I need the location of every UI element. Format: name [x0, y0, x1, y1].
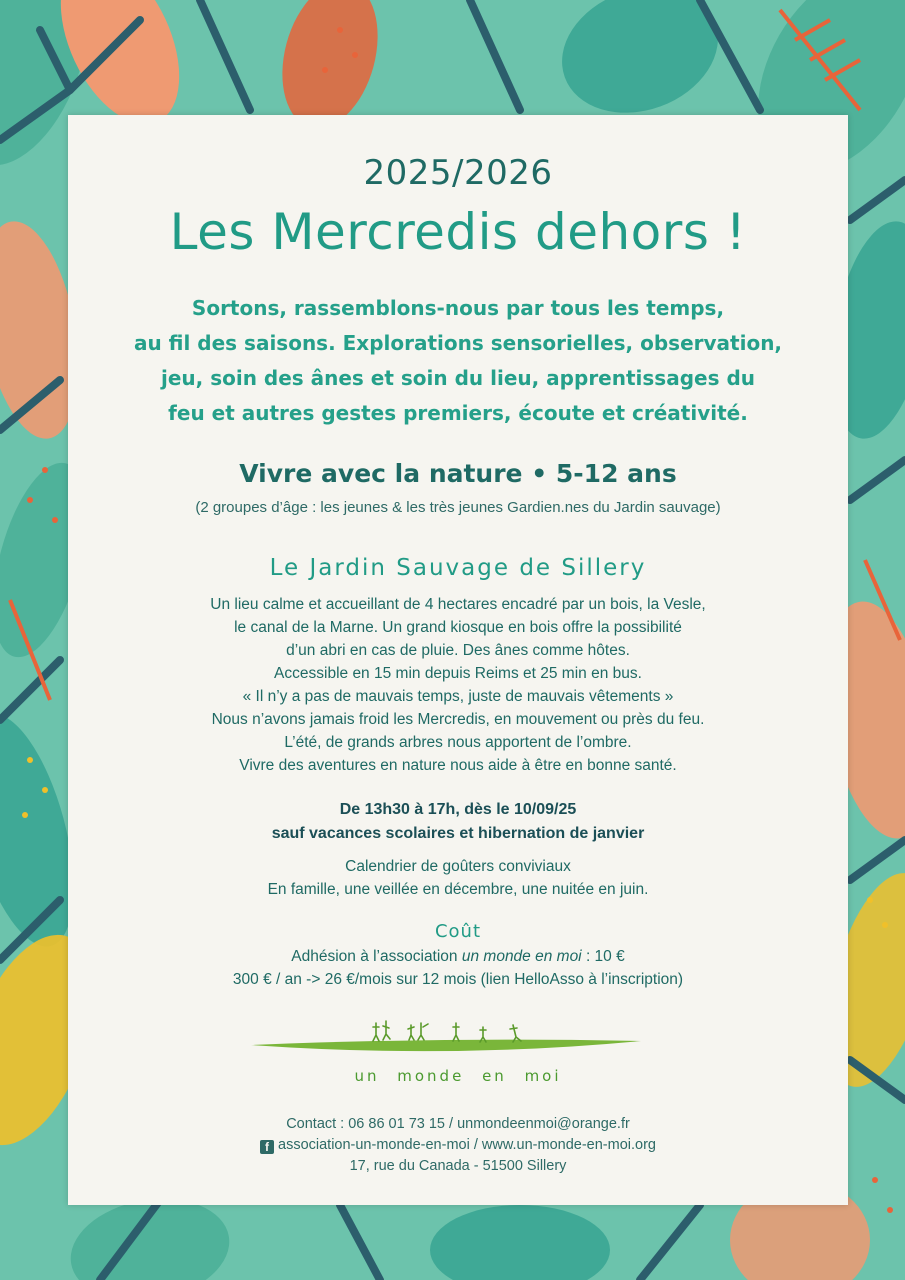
schedule-hours	[108, 798, 808, 846]
description-line: d’un abri en cas de pluie. Des ânes comme hôtes.	[286, 642, 630, 659]
membership-line	[108, 945, 808, 968]
groups-note: (2 groupes d’âge : les jeunes & les très jeunes Gardien.nes du Jardin sauvage)	[195, 499, 721, 516]
membership-price: : 10 €	[581, 948, 625, 965]
intro-paragraph	[128, 291, 788, 431]
age-subtitle: Vivre avec la nature • 5-12 ans	[239, 459, 677, 488]
logo-text: un monde en moi	[354, 1067, 562, 1085]
quote-line: L’été, de grands arbres nous apportent de l’ombre.	[284, 734, 632, 751]
exceptions-line: sauf vacances scolaires et hibernation de janvier	[271, 825, 645, 842]
schedule-extras	[108, 855, 808, 901]
contact-block	[68, 1114, 848, 1177]
quote-line: Nous n’avons jamais froid les Mercredis, en mouvement ou près du feu.	[211, 711, 705, 728]
place-description	[108, 593, 808, 685]
intro-line: Sortons, rassemblons-nous par tous les temps,	[191, 296, 725, 320]
logo-illustration	[251, 1015, 641, 1063]
cost-title: Coût	[434, 921, 482, 942]
description-line: Accessible en 15 min depuis Reims et 25 min en bus.	[274, 665, 642, 682]
price-line: 300 € / an -> 26 €/mois sur 12 mois (lien HelloAsso à l’inscription)	[232, 971, 684, 988]
quote-paragraph	[108, 685, 808, 777]
description-line: Un lieu calme et accueillant de 4 hectares encadré par un bois, la Vesle,	[210, 596, 706, 613]
extras-line: En famille, une veillée en décembre, une nuitée en juin.	[267, 881, 649, 898]
social-links: association-un-monde-en-moi / www.un-monde-en-moi.org	[278, 1137, 656, 1153]
intro-line: jeu, soin des ânes et soin du lieu, apprentissages du	[160, 366, 756, 390]
facebook-icon: f	[260, 1140, 274, 1154]
year-heading: 2025/2026	[363, 153, 553, 193]
contact-line: Contact : 06 86 01 73 15 / unmondeenmoi@orange.fr	[286, 1116, 630, 1132]
quote-line: « Il n’y a pas de mauvais temps, juste de mauvais vêtements »	[242, 688, 674, 705]
address-line: 17, rue du Canada - 51500 Sillery	[349, 1158, 567, 1174]
quote-line: Vivre des aventures en nature nous aide à être en bonne santé.	[239, 757, 677, 774]
intro-line: feu et autres gestes premiers, écoute et créativité.	[168, 401, 748, 425]
page-title: Les Mercredis dehors !	[169, 203, 747, 261]
description-line: le canal de la Marne. Un grand kiosque en bois offre la possibilité	[234, 619, 682, 636]
association-name: un monde en moi	[461, 948, 582, 965]
place-title: Le Jardin Sauvage de Sillery	[269, 555, 647, 581]
membership-prefix: Adhésion à l’association	[291, 948, 462, 965]
extras-line: Calendrier de goûters conviviaux	[345, 858, 571, 875]
hours-line: De 13h30 à 17h, dès le 10/09/25	[339, 801, 577, 818]
social-line	[68, 1135, 848, 1156]
intro-line: au fil des saisons. Explorations sensorielles, observation,	[133, 331, 783, 355]
flyer-card	[68, 115, 848, 1205]
cost-details	[108, 945, 808, 991]
